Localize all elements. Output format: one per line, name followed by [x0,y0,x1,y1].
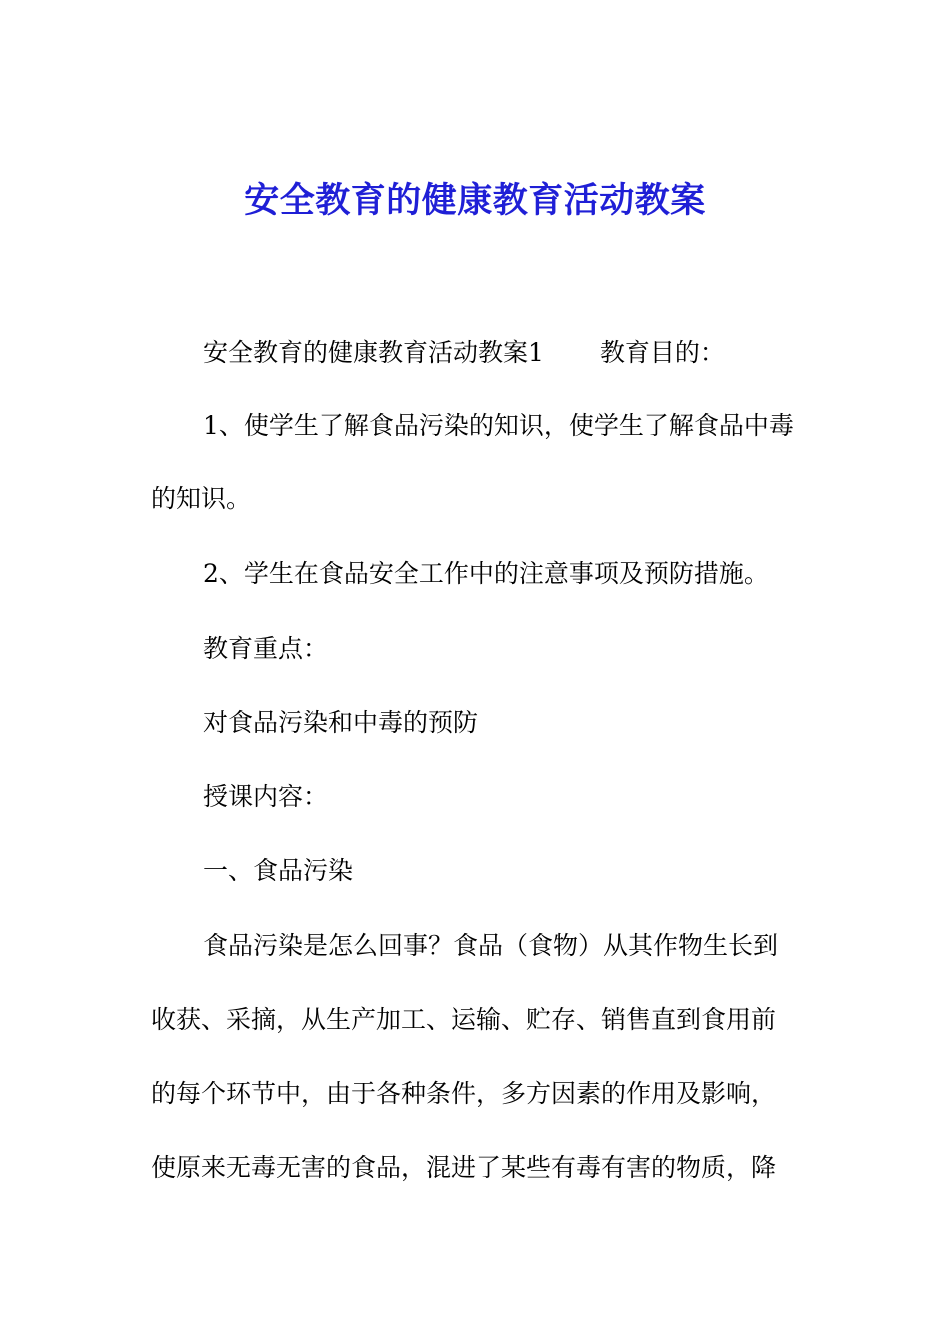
paragraph-line: 的每个环节中，由于各种条件，多方因素的作用及影响， [151,1079,777,1108]
paragraph-line [0,335,950,371]
paragraph-line: 一、食品污染 [203,856,354,885]
paragraph-line: 授课内容： [203,782,329,811]
paragraph-line: 使原来无毒无害的食品，混进了某些有毒有害的物质，降 [151,1153,777,1182]
paragraph-line: 对食品污染和中毒的预防 [203,708,479,737]
paragraph-line: 2、学生在食品安全工作中的注意事项及预防措施。 [203,559,769,588]
paragraph-line: 的知识。 [151,484,252,513]
paragraph-line: 食品污染是怎么回事？食品（食物）从其作物生长到 [203,931,779,960]
section-subheading: 教育目的： [599,338,725,367]
paragraph-line: 1、使学生了解食品污染的知识，使学生了解食品中毒 [203,411,794,440]
paragraph-line: 教育重点： [203,634,329,663]
paragraph-line: 收获、采摘，从生产加工、运输、贮存、销售直到食用前 [151,1005,777,1034]
document-title: 安全教育的健康教育活动教案 [244,181,706,221]
section-heading: 安全教育的健康教育活动教案1 [203,338,544,367]
